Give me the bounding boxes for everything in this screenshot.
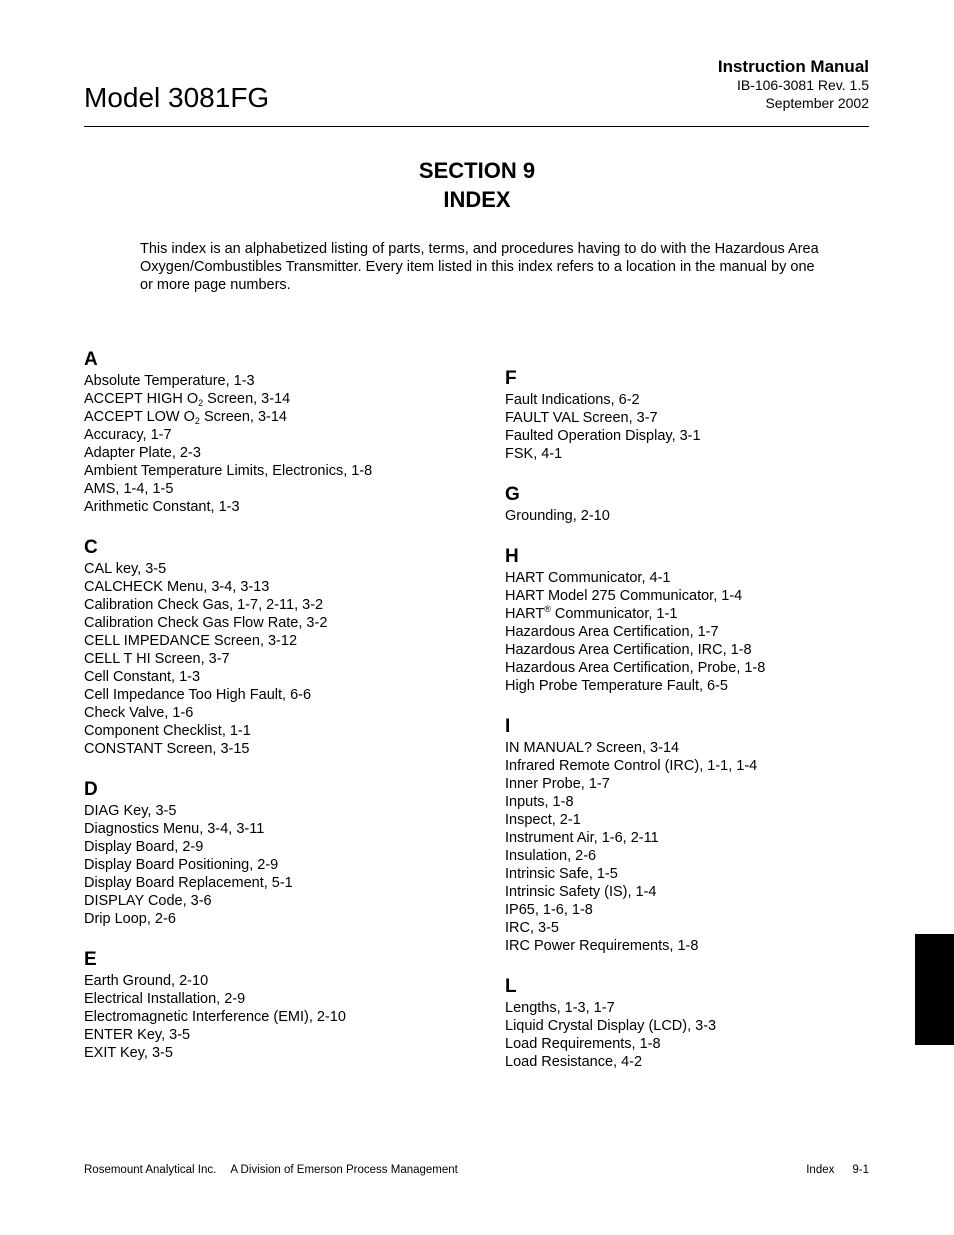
index-entry: Hazardous Area Certification, IRC, 1-8 xyxy=(505,642,752,658)
section-title: INDEX xyxy=(443,187,511,212)
section-edge-tab xyxy=(915,934,954,1045)
index-entry: CONSTANT Screen, 3-15 xyxy=(84,741,250,757)
index-group-g xyxy=(505,483,905,525)
index-column-right xyxy=(505,367,905,1091)
footer-division: A Division of Emerson Process Management xyxy=(230,1164,458,1176)
manual-info xyxy=(718,57,869,112)
footer-company: Rosemount Analytical Inc. xyxy=(84,1164,217,1176)
index-entry: Electromagnetic Interference (EMI), 2-10 xyxy=(84,1009,346,1025)
index-entry: Accuracy, 1-7 xyxy=(84,427,172,443)
index-letter: A xyxy=(84,349,98,370)
index-entry: Absolute Temperature, 1-3 xyxy=(84,373,255,389)
index-group-i xyxy=(505,715,905,955)
index-entry: Display Board Positioning, 2-9 xyxy=(84,857,279,873)
index-entry: ENTER Key, 3-5 xyxy=(84,1027,191,1043)
index-entry: Faulted Operation Display, 3-1 xyxy=(505,428,701,444)
index-entry: Electrical Installation, 2-9 xyxy=(84,991,246,1007)
index-letter: G xyxy=(505,484,520,505)
index-entry: Load Requirements, 1-8 xyxy=(505,1036,661,1052)
index-entry: Liquid Crystal Display (LCD), 3-3 xyxy=(505,1018,717,1034)
index-entry: Display Board Replacement, 5-1 xyxy=(84,875,293,891)
index-entry: Check Valve, 1-6 xyxy=(84,705,194,721)
index-letter: F xyxy=(505,368,517,389)
footer-section-name: Index xyxy=(806,1164,835,1176)
footer-left xyxy=(84,1163,458,1177)
intro-paragraph: This index is an alphabetized listing of parts, terms, and procedures having to do with the Hazardous Area Oxygen/Combustibles Transmitter. Every item listed in this index refers to a location in the manual by one or more page numbers. xyxy=(140,241,819,293)
index-entry: Adapter Plate, 2-3 xyxy=(84,445,201,461)
index-entry: Hazardous Area Certification, Probe, 1-8 xyxy=(505,660,766,676)
index-letter: C xyxy=(84,537,98,558)
index-entry: Instrument Air, 1-6, 2-11 xyxy=(505,830,659,846)
index-entry: Infrared Remote Control (IRC), 1-1, 1-4 xyxy=(505,758,758,774)
index-entry: Drip Loop, 2-6 xyxy=(84,911,176,927)
manual-revision: IB-106-3081 Rev. 1.5 xyxy=(736,77,869,93)
index-entry: IRC Power Requirements, 1-8 xyxy=(505,938,699,954)
index-letter: L xyxy=(505,976,517,997)
index-letter: H xyxy=(505,546,519,567)
index-entry: Diagnostics Menu, 3-4, 3-11 xyxy=(84,821,265,837)
index-group-a xyxy=(84,348,484,516)
index-entry: HART Model 275 Communicator, 1-4 xyxy=(505,588,743,604)
index-letter: D xyxy=(84,779,98,800)
page-number: 9-1 xyxy=(852,1164,869,1176)
footer-right xyxy=(806,1163,869,1177)
index-group-c xyxy=(84,536,484,758)
index-entry: Hazardous Area Certification, 1-7 xyxy=(505,624,719,640)
index-entry: Ambient Temperature Limits, Electronics, 1-8 xyxy=(84,463,373,479)
index-entry: Grounding, 2-10 xyxy=(505,508,610,524)
section-heading xyxy=(0,156,954,214)
index-letter: I xyxy=(505,716,511,737)
index-entry: CALCHECK Menu, 3-4, 3-13 xyxy=(84,579,270,595)
index-entry: CAL key, 3-5 xyxy=(84,561,167,577)
index-entry: EXIT Key, 3-5 xyxy=(84,1045,173,1061)
index-entry: CELL T HI Screen, 3-7 xyxy=(84,651,230,667)
section-number: SECTION 9 xyxy=(418,158,536,183)
index-entry: Earth Ground, 2-10 xyxy=(84,973,209,989)
index-entry: HART Communicator, 4-1 xyxy=(505,570,671,586)
index-entry: Calibration Check Gas, 1-7, 2-11, 3-2 xyxy=(84,597,324,613)
index-group-d xyxy=(84,778,484,928)
index-entry: Cell Constant, 1-3 xyxy=(84,669,201,685)
index-entry: AMS, 1-4, 1-5 xyxy=(84,481,174,497)
index-entry: ACCEPT HIGH $O_2$ Screen, 3-14 xyxy=(84,391,291,408)
index-group-h xyxy=(505,545,905,695)
index-entry: CELL IMPEDANCE Screen, 3-12 xyxy=(84,633,298,649)
index-entry: Inspect, 2-1 xyxy=(505,812,581,828)
index-entry: FAULT VAL Screen, 3-7 xyxy=(505,410,658,426)
index-group-l xyxy=(505,975,905,1071)
index-entry: Load Resistance, 4-2 xyxy=(505,1054,643,1070)
index-entry: ACCEPT LOW $O_2$ Screen, 3-14 xyxy=(84,409,287,426)
index-entry: Arithmetic Constant, 1-3 xyxy=(84,499,240,515)
index-entry: High Probe Temperature Fault, 6-5 xyxy=(505,678,728,694)
header-divider xyxy=(84,126,869,127)
index-letter: E xyxy=(84,949,97,970)
index-entry: HART® Communicator, 1-1 xyxy=(505,604,678,622)
index-entry: Fault Indications, 6-2 xyxy=(505,392,640,408)
index-entry: Intrinsic Safe, 1-5 xyxy=(505,866,618,882)
index-entry: FSK, 4-1 xyxy=(505,446,563,462)
index-entry: IN MANUAL? Screen, 3-14 xyxy=(505,740,680,756)
index-group-f xyxy=(505,367,905,463)
index-entry: Component Checklist, 1-1 xyxy=(84,723,251,739)
index-entry: DIAG Key, 3-5 xyxy=(84,803,177,819)
index-group-e xyxy=(84,948,484,1062)
index-entry: Inputs, 1-8 xyxy=(505,794,574,810)
index-entry: Display Board, 2-9 xyxy=(84,839,204,855)
model-title: Model 3081FG xyxy=(84,82,270,113)
index-entry: IRC, 3-5 xyxy=(505,920,559,936)
index-entry: Inner Probe, 1-7 xyxy=(505,776,610,792)
index-column-left xyxy=(84,348,484,1082)
index-entry: Intrinsic Safety (IS), 1-4 xyxy=(505,884,657,900)
index-entry: Lengths, 1-3, 1-7 xyxy=(505,1000,615,1016)
index-entry: DISPLAY Code, 3-6 xyxy=(84,893,212,909)
index-entry: Cell Impedance Too High Fault, 6-6 xyxy=(84,687,312,703)
index-entry: Insulation, 2-6 xyxy=(505,848,597,864)
index-entry: IP65, 1-6, 1-8 xyxy=(505,902,593,918)
manual-date: September 2002 xyxy=(765,95,869,111)
manual-title: Instruction Manual xyxy=(717,57,869,76)
index-entry: Calibration Check Gas Flow Rate, 3-2 xyxy=(84,615,328,631)
